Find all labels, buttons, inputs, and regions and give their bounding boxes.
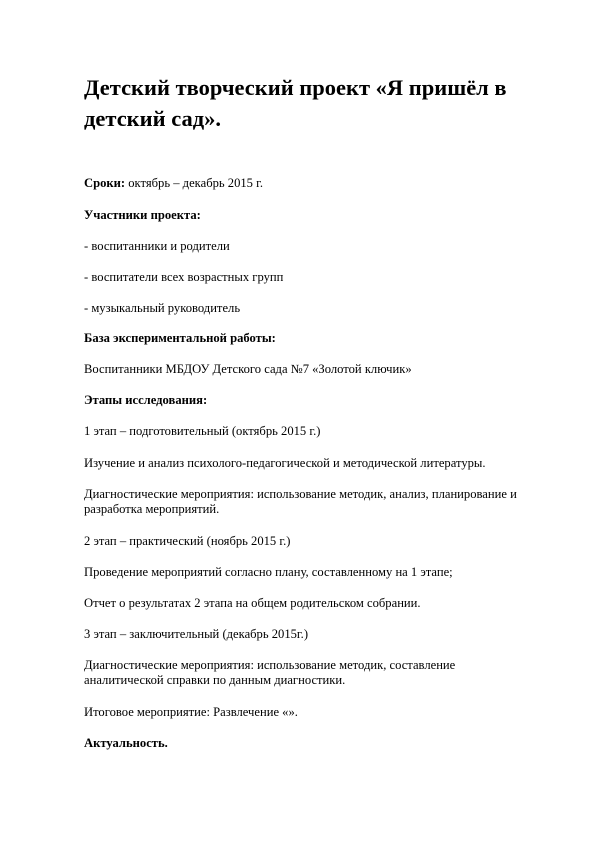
stage3-text-1: Диагностические мероприятия: использование методик, составление аналитической справки по данным диагностики. — [84, 658, 456, 687]
participant-item-3: - музыкальный руководитель — [84, 301, 241, 315]
stages-heading: Этапы исследования: — [84, 393, 208, 407]
stage1-text-1: Изучение и анализ психолого-педагогической и методической литературы. — [84, 456, 486, 470]
stage2-text-2: Отчет о результатах 2 этапа на общем родительском собрании. — [84, 596, 421, 610]
stage1-title: 1 этап – подготовительный (октябрь 2015 г.) — [84, 424, 321, 438]
stage2-title: 2 этап – практический (ноябрь 2015 г.) — [84, 534, 291, 548]
final-event: Итоговое мероприятие: Развлечение «». — [84, 705, 298, 719]
base-heading: База экспериментальной работы: — [84, 331, 276, 345]
participant-item-2: - воспитатели всех возрастных групп — [84, 270, 284, 284]
participants-heading: Участники проекта: — [84, 208, 201, 222]
base-text: Воспитанники МБДОУ Детского сада №7 «Золотой ключик» — [84, 362, 412, 376]
participant-item-1: - воспитанники и родители — [84, 239, 230, 253]
stage1-text-2: Диагностические мероприятия: использование методик, анализ, планирование и разработка мероприятий. — [84, 487, 517, 516]
timeline-line — [84, 176, 263, 191]
stage2-text-1: Проведение мероприятий согласно плану, составленному на 1 этапе; — [84, 565, 453, 579]
relevance-heading: Актуальность. — [84, 736, 168, 750]
document-title: Детский творческий проект «Я пришёл в детский сад». — [84, 75, 507, 131]
timeline-value: октябрь – декабрь 2015 г. — [125, 176, 264, 190]
stage3-title: 3 этап – заключительный (декабрь 2015г.) — [84, 627, 309, 641]
timeline-label: Сроки: — [84, 176, 126, 190]
